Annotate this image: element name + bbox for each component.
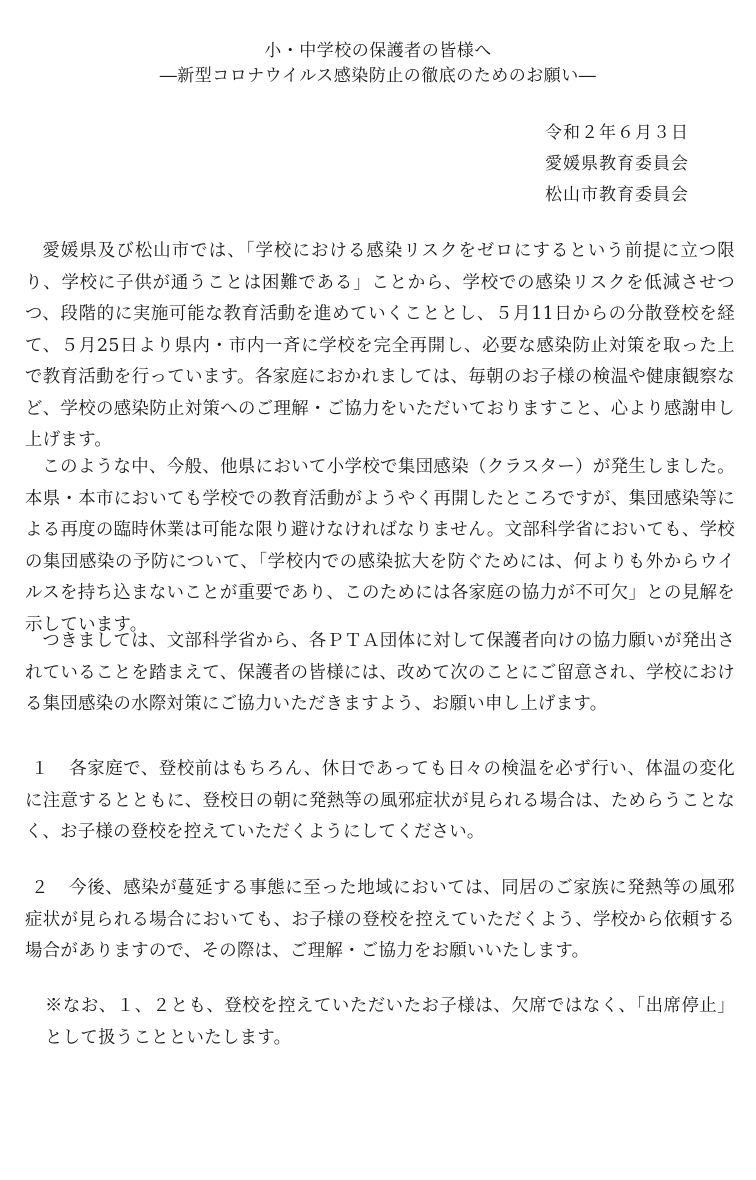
document-subtitle: ―新型コロナウイルス感染防止の徹底のためのお願い― <box>159 66 597 86</box>
item-text: 今後、感染が蔓延する事態に至った地域においては、同居のご家族に発熱等の風邪症状が見られる場合においても、お子様の登校を控えていただくよう、学校から依頼する場合がありますので、その際は、ご理解・ご協力をお願いいたします。 <box>25 878 735 961</box>
attendance-note: ※なお、１、２とも、登校を控えていただいたお子様は、欠席ではなく、「出席停止」として扱うことといたします。 <box>45 996 735 1048</box>
request-item <box>25 754 735 849</box>
item-number: １ <box>31 759 49 779</box>
item-text: 各家庭で、登校前はもちろん、休日であっても日々の検温を必ず行い、体温の変化に注意するとともに、登校日の朝に発熱等の風邪症状が見られる場合は、ためらうことなく、お子様の登校を控えていただくようにしてください。 <box>25 759 735 842</box>
document-title: 小・中学校の保護者の皆様へ <box>264 41 492 61</box>
issuer-prefecture-board: 愛媛県教育委員会 <box>545 154 689 174</box>
body-paragraph: 愛媛県及び松山市では、「学校における感染リスクをゼロにするという前提に立つ限り、学校に子供が通うことは困難である」ことから、学校での感染リスクを低減させつつ、段階的に実施可能な教育活動を進めていくこととし、５月11日からの分散登校を経て、５月25日より県内・市内一斉に学校を完全再開し、必要な感染防止対策を取った上で教育活動を行っています。各家庭におかれましては、毎朝のお子様の検温や健康観察など、学校の感染防止対策へのご理解・ご協力をいただいておりますこと、心より感謝申し上げます。 <box>25 241 735 450</box>
request-item <box>25 873 735 968</box>
issuer-city-board: 松山市教育委員会 <box>545 185 689 205</box>
issue-date: 令和２年６月３日 <box>545 123 689 143</box>
body-paragraph: つきましては、文部科学省から、各ＰＴＡ団体に対して保護者向けの協力願いが発出されていることを踏まえて、保護者の皆様には、改めて次のことにご留意され、学校における集団感染の水際対策にご協力いただきますよう、お願い申し上げます。 <box>25 631 735 714</box>
item-number: ２ <box>31 878 49 898</box>
body-paragraph: このような中、今般、他県において小学校で集団感染（クラスター）が発生しました。本県・本市においても学校での教育活動がようやく再開したところですが、集団感染等による再度の臨時休業は可能な限り避けなければなりません。文部科学省においても、学校の集団感染の予防について、「学校内での感染拡大を防ぐためには、何よりも外からウイルスを持ち込まないことが重要であり、このためには各家庭の協力が不可欠」との見解を示しています。 <box>25 457 735 635</box>
